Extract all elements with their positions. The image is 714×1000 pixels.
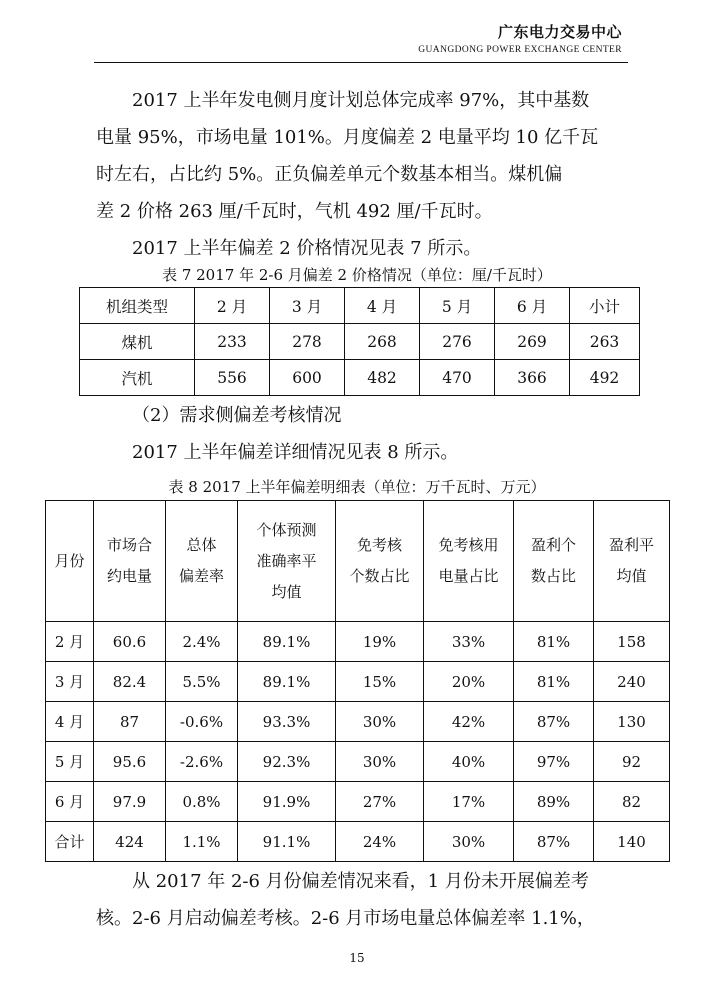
paragraph-3: 2017 上半年偏差详细情况见表 8 所示。	[132, 442, 459, 463]
table7-header-cell: 机组类型	[80, 288, 195, 324]
table8-header-cell: 月份	[46, 501, 94, 622]
table-cell: 140	[594, 822, 670, 862]
header-org-name: 广东电力交易中心	[497, 23, 622, 41]
paragraph-line: 差 2 价格 263 厘/千瓦时，气机 492 厘/千瓦时。	[96, 201, 493, 222]
table-cell: 81%	[514, 662, 594, 702]
table-cell: 269	[495, 324, 570, 360]
table-cell: 汽机	[80, 360, 195, 396]
table8-header-cell: 个体预测 准确率平 均值	[238, 501, 336, 622]
table-cell: 15%	[336, 662, 424, 702]
table7-header-cell: 2 月	[195, 288, 270, 324]
paragraph-line: 时左右，占比约 5%。正负偏差单元个数基本相当。煤机偏	[96, 164, 563, 185]
header-org-name-en: GUANGDONG POWER EXCHANGE CENTER	[418, 45, 622, 55]
table-cell: 1.1%	[166, 822, 238, 862]
table-cell: 470	[420, 360, 495, 396]
table-cell: 130	[594, 702, 670, 742]
table7-header-cell: 4 月	[345, 288, 420, 324]
table-cell: 6 月	[46, 782, 94, 822]
table-cell: 17%	[424, 782, 514, 822]
table8-header-cell: 盈利个 数占比	[514, 501, 594, 622]
table8-header-cell: 免考核 个数占比	[336, 501, 424, 622]
table-cell: 89.1%	[238, 662, 336, 702]
table7-header-cell: 小计	[570, 288, 640, 324]
paragraph-line: 电量 95%，市场电量 101%。月度偏差 2 电量平均 10 亿千瓦	[96, 127, 599, 148]
table-cell: 4 月	[46, 702, 94, 742]
table-cell: 33%	[424, 622, 514, 662]
table-cell: 30%	[424, 822, 514, 862]
table8	[45, 500, 670, 862]
table-cell: 93.3%	[238, 702, 336, 742]
table-cell: 600	[270, 360, 345, 396]
table8-header-cell: 总体 偏差率	[166, 501, 238, 622]
table-row	[46, 742, 670, 782]
table-cell: 278	[270, 324, 345, 360]
header-divider	[94, 62, 628, 63]
table8-header-row	[46, 501, 670, 622]
table-cell: 89.1%	[238, 622, 336, 662]
table-cell: 240	[594, 662, 670, 702]
table-row	[46, 822, 670, 862]
table-cell: 97.9	[94, 782, 166, 822]
table-cell: 30%	[336, 702, 424, 742]
table-cell: 233	[195, 324, 270, 360]
paragraph-line: 核。2-6 月启动偏差考核。2-6 月市场电量总体偏差率 1.1%，	[96, 908, 595, 929]
table-cell: 366	[495, 360, 570, 396]
table7	[79, 287, 640, 396]
table-cell: 89%	[514, 782, 594, 822]
paragraph-line: 2017 上半年发电侧月度计划总体完成率 97%，其中基数	[132, 90, 590, 111]
table8-header-cell: 市场合 约电量	[94, 501, 166, 622]
table7-header-cell: 3 月	[270, 288, 345, 324]
section-heading: （2）需求侧偏差考核情况	[132, 405, 342, 426]
table-cell: 268	[345, 324, 420, 360]
page-number: 15	[349, 951, 365, 965]
table-row	[80, 360, 640, 396]
table-cell: 煤机	[80, 324, 195, 360]
table7-header-cell: 5 月	[420, 288, 495, 324]
paragraph-2: 2017 上半年偏差 2 价格情况见表 7 所示。	[132, 238, 482, 259]
paragraph-line: 从 2017 年 2-6 月份偏差情况来看，1 月份未开展偏差考	[132, 871, 589, 892]
table-cell: 20%	[424, 662, 514, 702]
table-row	[46, 662, 670, 702]
table-cell: 2 月	[46, 622, 94, 662]
table-row	[46, 782, 670, 822]
table8-caption: 表 8 2017 上半年偏差明细表（单位：万千瓦时、万元）	[168, 478, 546, 496]
table-cell: 19%	[336, 622, 424, 662]
table7-header-cell: 6 月	[495, 288, 570, 324]
table-cell: 0.8%	[166, 782, 238, 822]
table-cell: 87	[94, 702, 166, 742]
table-cell: 92	[594, 742, 670, 782]
table-cell: 263	[570, 324, 640, 360]
table-cell: 82.4	[94, 662, 166, 702]
table-cell: 482	[345, 360, 420, 396]
table-cell: 276	[420, 324, 495, 360]
table7-caption: 表 7 2017 年 2-6 月偏差 2 价格情况（单位：厘/千瓦时）	[162, 266, 552, 284]
table-cell: 5 月	[46, 742, 94, 782]
table-cell: 87%	[514, 702, 594, 742]
table-cell: 91.1%	[238, 822, 336, 862]
table-cell: 合计	[46, 822, 94, 862]
table-cell: 87%	[514, 822, 594, 862]
table-cell: -2.6%	[166, 742, 238, 782]
table-cell: 81%	[514, 622, 594, 662]
table-cell: 3 月	[46, 662, 94, 702]
table-row	[46, 702, 670, 742]
table-cell: 82	[594, 782, 670, 822]
table-row	[46, 622, 670, 662]
table-cell: 158	[594, 622, 670, 662]
table8-header-cell: 盈利平 均值	[594, 501, 670, 622]
table-cell: 24%	[336, 822, 424, 862]
table7-header-row	[80, 288, 640, 324]
table-cell: 42%	[424, 702, 514, 742]
table-cell: 40%	[424, 742, 514, 782]
table-cell: 5.5%	[166, 662, 238, 702]
table-cell: 556	[195, 360, 270, 396]
table-cell: 424	[94, 822, 166, 862]
table-cell: -0.6%	[166, 702, 238, 742]
table-cell: 60.6	[94, 622, 166, 662]
table-cell: 95.6	[94, 742, 166, 782]
table-cell: 492	[570, 360, 640, 396]
table-cell: 2.4%	[166, 622, 238, 662]
table-cell: 30%	[336, 742, 424, 782]
table8-header-cell: 免考核用 电量占比	[424, 501, 514, 622]
table-cell: 97%	[514, 742, 594, 782]
table-cell: 92.3%	[238, 742, 336, 782]
table-row	[80, 324, 640, 360]
table-cell: 91.9%	[238, 782, 336, 822]
table-cell: 27%	[336, 782, 424, 822]
